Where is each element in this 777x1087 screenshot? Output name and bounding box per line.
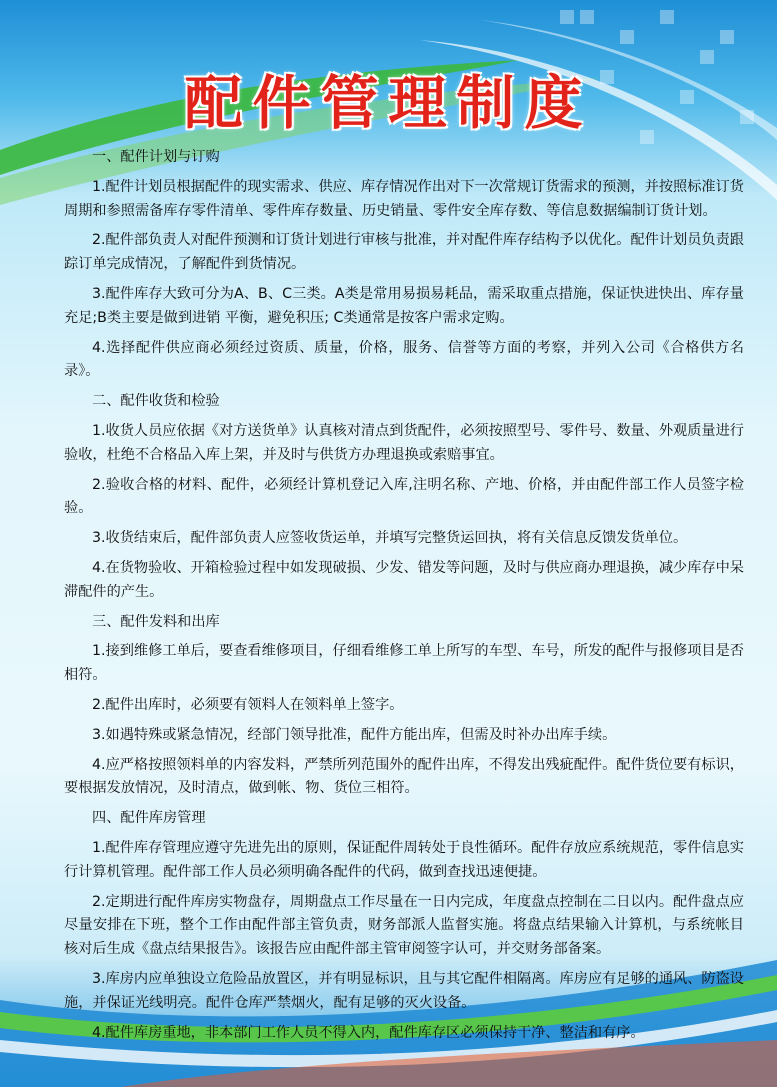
paragraph: 1.配件计划员根据配件的现实需求、供应、库存情况作出对下一次常规订货需求的预测，并按照标准订货周期和参照需备库存零件清单、零件库存数量、历史销量、零件安全库存数、等信息数据编制订货计划。: [64, 178, 744, 219]
paragraph: 1.收货人员应依据《对方送货单》认真核对清点到货配件，必须按照型号、零件号、数量、外观质量进行验收，杜绝不合格品入库上架，并及时与供货方办理退换或索赔事宜。: [64, 422, 744, 463]
page-title: 配件管理制度: [184, 69, 593, 137]
paragraph: 4.配件库房重地，非本部门工作人员不得入内，配件库存区必须保持干净、整洁和有序。: [92, 1024, 645, 1041]
paragraph: 2.配件部负责人对配件预测和订货计划进行审核与批准，并对配件库存结构予以优化。配件计划员负责跟踪订单完成情况，了解配件到货情况。: [64, 232, 744, 273]
section-heading: 二、配件收货和检验: [92, 393, 220, 410]
document-body: [64, 146, 744, 1051]
paragraph: 4.在货物验收、开箱检验过程中如发现破损、少发、错发等问题，及时与供应商办理退换，减少库存中呆滞配件的产生。: [64, 559, 744, 600]
section-heading: 一、配件计划与订购: [92, 149, 220, 165]
paragraph: 3.库房内应单独设立危险品放置区，并有明显标识，且与其它配件相隔离。库房应有足够的通风、防盗设施，并保证光线明亮。配件仓库严禁烟火，配有足够的灭火设备。: [64, 970, 744, 1011]
paragraph: 3.收货结束后，配件部负责人应签收货运单，并填写完整货运回执，将有关信息反馈发货单位。: [92, 530, 688, 547]
paragraph: 3.配件库存大致可分为A、B、C三类。A类是常用易损易耗品，需采取重点措施，保证快进快出、库存量充足;B类主要是做到进销 平衡，避免积压; C类通常是按客户需求定购。: [64, 285, 744, 326]
paragraph: 2.配件出库时，必须要有领料人在领料单上签字。: [92, 696, 404, 713]
paragraph: 4.选择配件供应商必须经过资质、质量，价格，服务、信誉等方面的考察，并列入公司《合格供方名录》。: [64, 339, 744, 380]
paragraph: 1.接到维修工单后，要查看维修项目，仔细看维修工单上所写的车型、车号，所发的配件与报修项目是否相符。: [64, 643, 744, 684]
paragraph: 2.定期进行配件库房实物盘存，周期盘点工作尽量在一日内完成，年度盘点控制在二日以内。配件盘点应尽量安排在下班，整个工作由配件部主管负责，财务部派人监督实施。将盘点结果输入计算机，与系统帐目核对后生成《盘点结果报告》。该报告应由配件部主管审阅签字认可，并交财务部备案。: [64, 893, 744, 958]
paragraph: 3.如遇特殊或紧急情况，经部门领导批准，配件方能出库，但需及时补办出库手续。: [92, 726, 617, 743]
paragraph: 2.验收合格的材料、配件，必须经计算机登记入库,注明名称、产地、价格，并由配件部工作人员签字检验。: [64, 476, 744, 517]
section-heading: 三、配件发料和出库: [92, 613, 220, 630]
section-heading: 四、配件库房管理: [92, 810, 206, 827]
paragraph: 4.应严格按照领料单的内容发料，严禁所列范围外的配件出库，不得发出残疵配件。配件货位要有标识，要根据发放情况，及时清点，做到帐、物、货位三相符。: [64, 756, 744, 797]
paragraph: 1.配件库存管理应遵守先进先出的原则，保证配件周转处于良性循环。配件存放应系统规范，零件信息实行计算机管理。配件部工作人员必须明确各配件的代码，做到查找迅速便捷。: [64, 839, 744, 880]
